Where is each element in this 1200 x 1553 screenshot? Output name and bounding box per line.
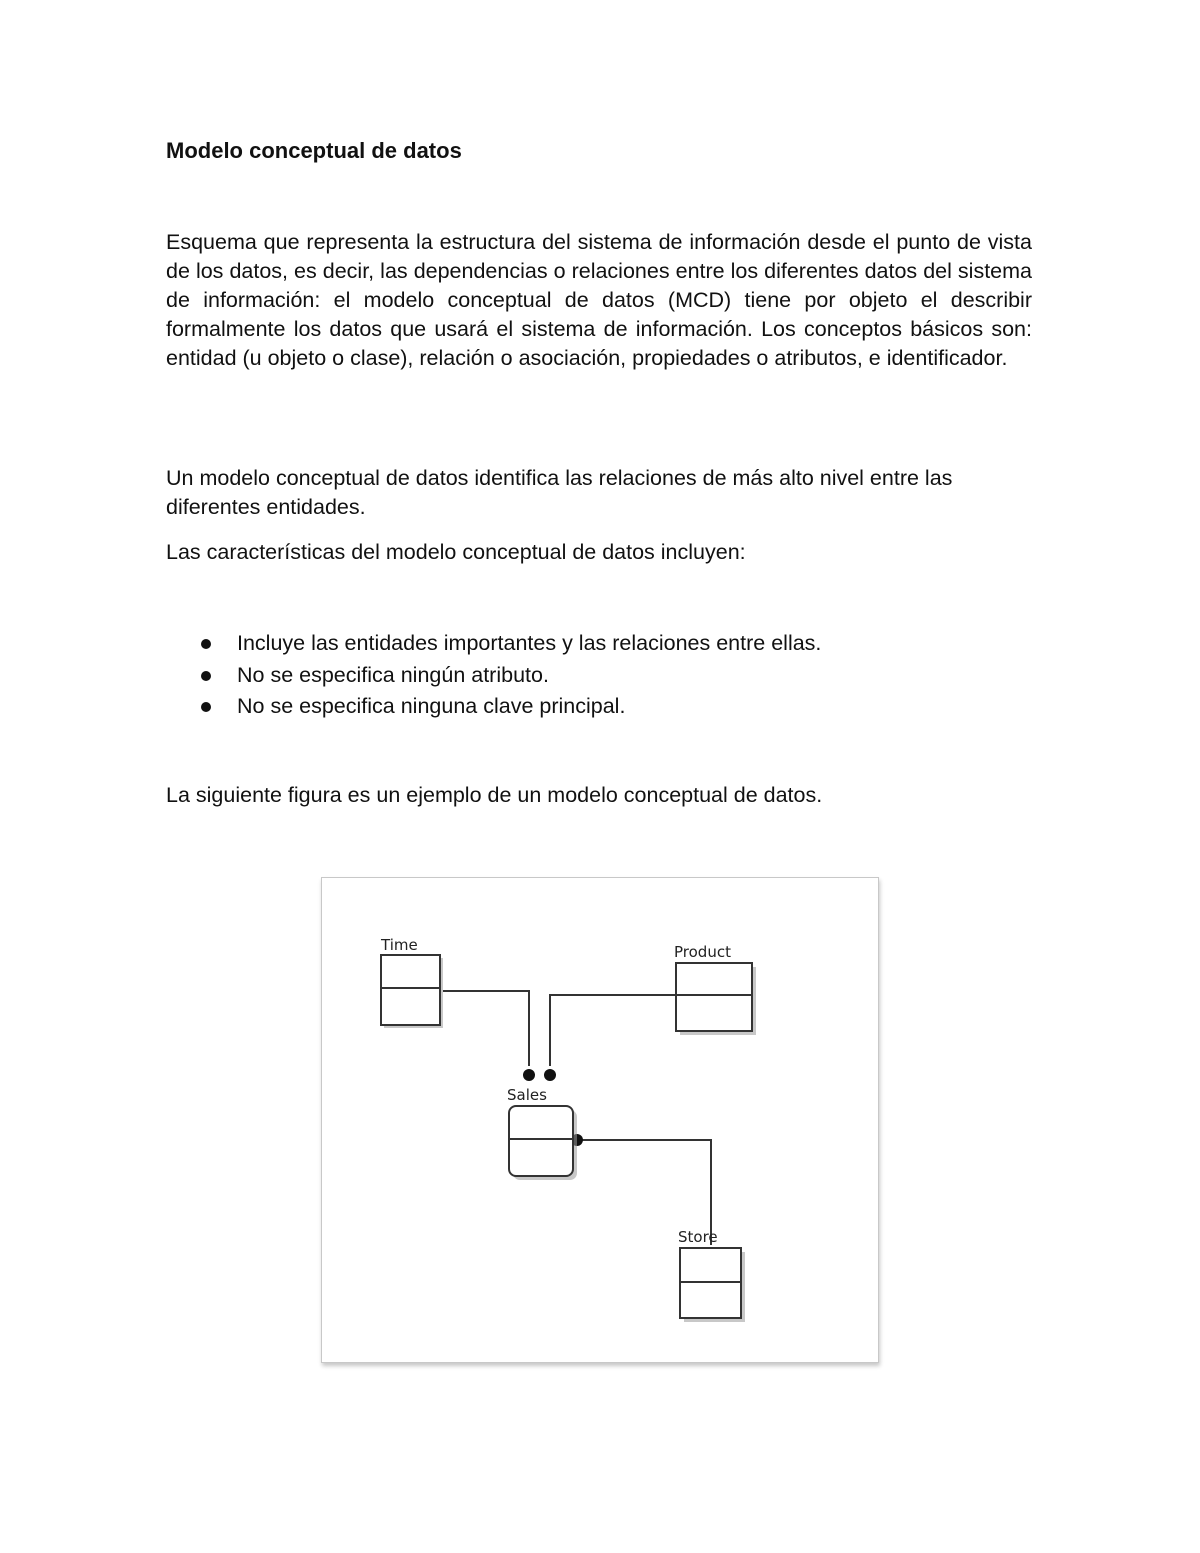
- intro-paragraph: Esquema que representa la estructura del sistema de información desde el punto de vista de los datos, es decir, las dependencias o relaciones entre los diferentes datos del sistema de información: el modelo conceptual de datos (MCD) tiene por objeto el describir formalmente los datos que usará el sistema de información. Los conceptos básicos son: entidad (u objeto o clase), relación o asociación, propiedades o atributos, e identificador.: [166, 230, 1032, 370]
- list-item-text: No se especifica ningún atributo.: [237, 662, 549, 687]
- entity-product: [674, 943, 756, 1035]
- summary-paragraph: Un modelo conceptual de datos identifica las relaciones de más alto nivel entre las diferentes entidades.: [166, 466, 953, 519]
- connector-time-sales: [443, 991, 529, 1066]
- cardinality-dot: [523, 1069, 535, 1081]
- entity-label-product: Product: [674, 943, 731, 961]
- connector-product-sales: [550, 995, 676, 1066]
- entity-time: [380, 936, 443, 1028]
- entity-label-store: Store: [678, 1228, 718, 1246]
- list-item-text: No se especifica ninguna clave principal.: [237, 694, 626, 718]
- list-item: [166, 628, 1032, 660]
- bullet-icon: [201, 671, 211, 681]
- list-item-text: Incluye las entidades importantes y las relaciones entre ellas.: [237, 631, 822, 655]
- erd-diagram: [322, 878, 878, 1362]
- features-intro-paragraph: Las características del modelo conceptual de datos incluyen:: [166, 540, 746, 564]
- entity-label-time: Time: [381, 936, 418, 954]
- figure-caption: La siguiente figura es un ejemplo de un modelo conceptual de datos.: [166, 783, 823, 807]
- cardinality-dot: [544, 1069, 556, 1081]
- page-title: Modelo conceptual de datos: [166, 138, 462, 163]
- entity-label-sales: Sales: [507, 1086, 547, 1104]
- conceptual-model-figure: [321, 877, 879, 1363]
- features-list: [166, 628, 1032, 723]
- entity-store: [678, 1228, 745, 1322]
- bullet-icon: [201, 639, 211, 649]
- list-item: [166, 660, 1032, 692]
- bullet-icon: [201, 702, 211, 712]
- entity-sales: [507, 1086, 577, 1180]
- list-item: [166, 691, 1032, 723]
